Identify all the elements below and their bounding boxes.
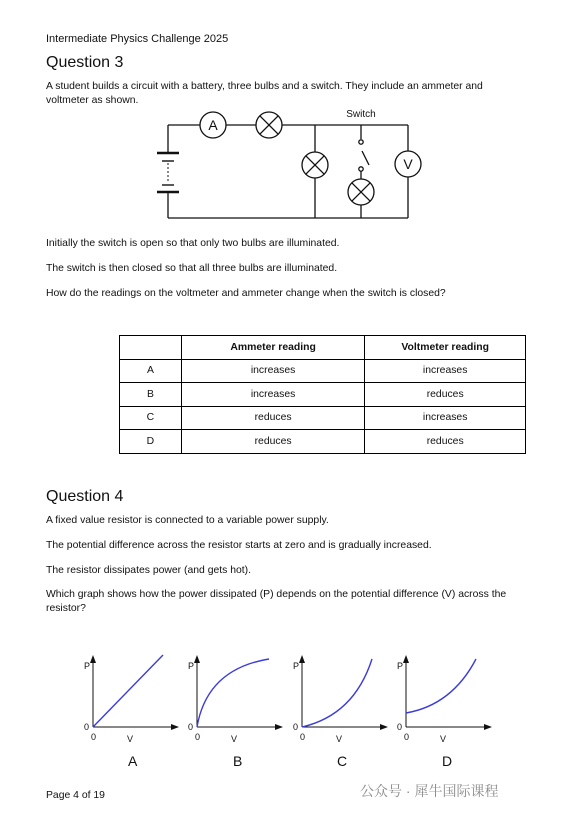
graph-d-origin-x: 0 — [404, 732, 410, 742]
graph-option-a-label: A — [128, 753, 138, 769]
graph-a-y-arrow — [90, 655, 96, 663]
table-header: Ammeter reading — [181, 336, 365, 360]
graph-d-curve — [406, 659, 476, 713]
graph-b-origin-y: 0 — [188, 722, 194, 732]
question-4-para-3: The resistor dissipates power (and gets hot). — [46, 565, 252, 576]
graph-c-v-label: V — [336, 734, 343, 744]
graph-a-origin-x: 0 — [91, 732, 97, 742]
question-3-para-3: How do the readings on the voltmeter and ammeter change when the switch is closed? — [46, 288, 446, 299]
table-cell: A — [120, 359, 182, 383]
question-3-title: Question 3 — [46, 54, 124, 71]
table-header-row — [120, 336, 526, 360]
graph-c-p-label: P — [293, 661, 300, 671]
question-3-intro: A student builds a circuit with a battery, three bulbs and a switch. They include an ammeter and voltmeter as shown. — [46, 81, 483, 106]
question-4-para-2: The potential difference across the resistor starts at zero and is gradually increased. — [46, 540, 432, 551]
graph-b-p-label: P — [188, 661, 195, 671]
question-4-para-4: Which graph shows how the power dissipated (P) depends on the potential difference (V) across the resistor? — [46, 589, 507, 614]
question-3-para-1: Initially the switch is open so that only two bulbs are illuminated. — [46, 238, 340, 249]
table-cell: increases — [181, 383, 365, 407]
question-4-para-1: A fixed value resistor is connected to a variable power supply. — [46, 515, 329, 526]
table-row — [120, 430, 526, 454]
graph-a-origin-y: 0 — [84, 722, 90, 732]
answer-table — [119, 335, 526, 454]
table-cell: D — [120, 430, 182, 454]
watermark: 公众号 · 犀牛国际课程 — [360, 783, 499, 799]
table-row — [120, 359, 526, 383]
voltmeter-label: V — [403, 156, 413, 172]
graph-a-curve — [93, 655, 163, 727]
graph-a-x-arrow — [171, 724, 179, 730]
question-4-title: Question 4 — [46, 488, 124, 505]
graph-c-curve — [302, 659, 372, 727]
graph-d-y-arrow — [403, 655, 409, 663]
graph-b-origin-x: 0 — [195, 732, 201, 742]
graph-option-d-label: D — [442, 753, 453, 769]
question-3-para-2: The switch is then closed so that all three bulbs are illuminated. — [46, 263, 338, 274]
table-cell: reduces — [181, 430, 365, 454]
document-header: Intermediate Physics Challenge 2025 — [46, 33, 229, 45]
graph-d-v-label: V — [440, 734, 447, 744]
table-cell: increases — [365, 406, 526, 430]
table-cell: increases — [181, 359, 365, 383]
page-number: Page 4 of 19 — [46, 790, 105, 801]
table-cell: reduces — [365, 383, 526, 407]
switch-label: Switch — [346, 109, 376, 120]
graph-b-y-arrow — [194, 655, 200, 663]
table-cell: increases — [365, 359, 526, 383]
switch-lever — [362, 151, 369, 165]
graph-option-b-label: B — [233, 753, 243, 769]
table-header — [120, 336, 182, 360]
table-cell: C — [120, 406, 182, 430]
graph-b-x-arrow — [275, 724, 283, 730]
graph-d-origin-y: 0 — [397, 722, 403, 732]
circuit-diagram — [140, 105, 440, 227]
graph-d-x-arrow — [484, 724, 492, 730]
table-row — [120, 383, 526, 407]
switch-contact — [359, 140, 363, 144]
graph-a-v-label: V — [127, 734, 134, 744]
graph-a-p-label: P — [84, 661, 91, 671]
table-cell: reduces — [181, 406, 365, 430]
power-voltage-graphs — [0, 645, 573, 755]
graph-b-v-label: V — [231, 734, 238, 744]
table-cell: reduces — [365, 430, 526, 454]
graph-c-origin-x: 0 — [300, 732, 306, 742]
graph-c-y-arrow — [299, 655, 305, 663]
switch-contact — [359, 167, 363, 171]
graph-b-curve — [197, 659, 269, 727]
table-header: Voltmeter reading — [365, 336, 526, 360]
graph-c-origin-y: 0 — [293, 722, 299, 732]
table-cell: B — [120, 383, 182, 407]
graph-c-x-arrow — [380, 724, 388, 730]
graph-d-p-label: P — [397, 661, 404, 671]
table-row — [120, 406, 526, 430]
graph-option-c-label: C — [337, 753, 348, 769]
ammeter-label: A — [208, 117, 218, 133]
